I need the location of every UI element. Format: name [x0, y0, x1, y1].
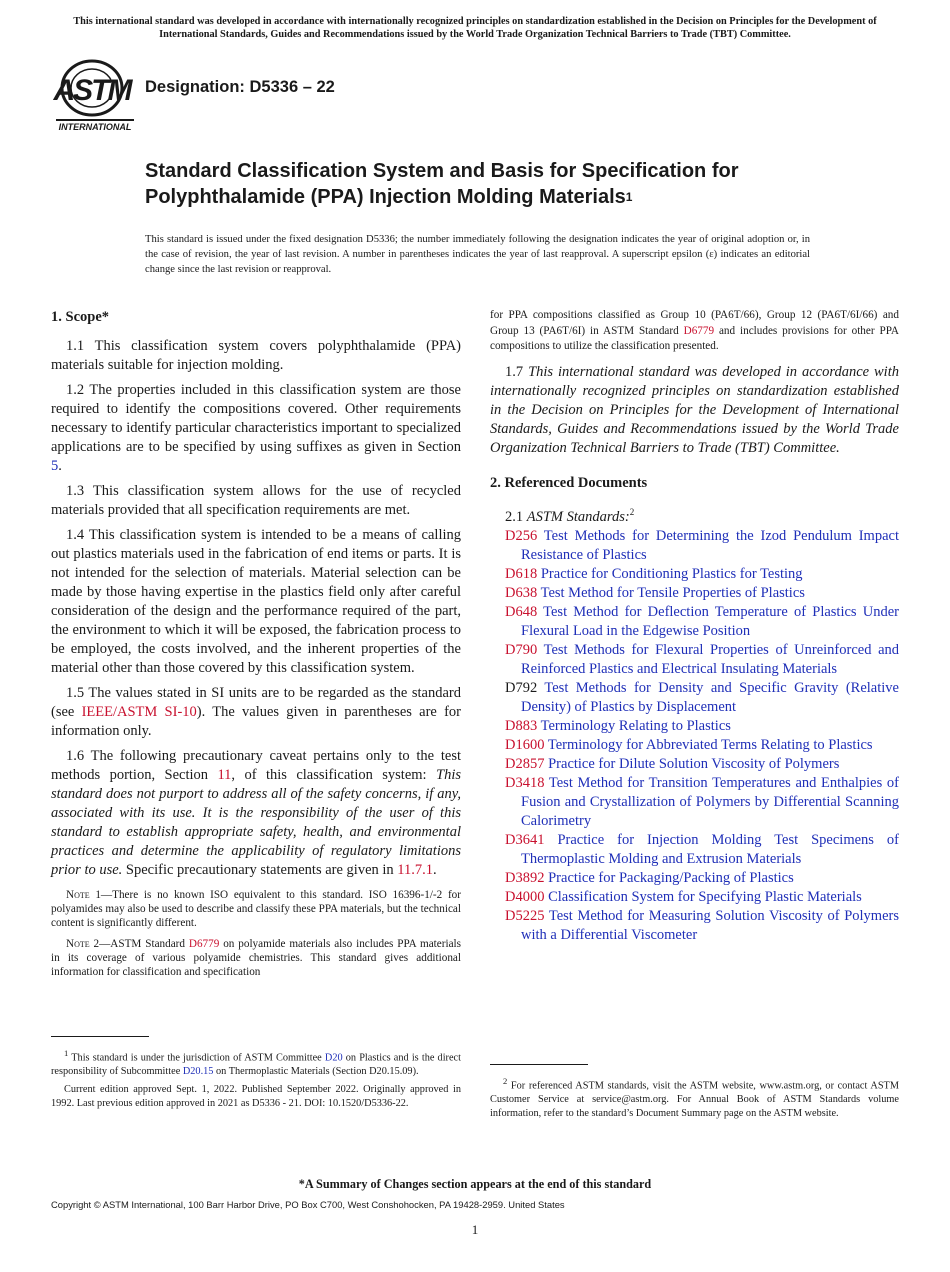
- logo-letters: ASTM: [53, 74, 131, 107]
- astm-standards-subheading: 2.1 ASTM Standards:$^2$: [505, 506, 635, 525]
- section-5-link[interactable]: 5: [51, 458, 59, 474]
- reference-code[interactable]: D5225: [505, 907, 545, 924]
- para-1-5: 1.5 The values stated in SI units are to be regarded as the standard (see IEEE/ASTM SI-10). The values given in parentheses are for information only.: [51, 685, 462, 739]
- reference-code[interactable]: D618: [505, 565, 538, 582]
- page-number: 1: [471, 1222, 479, 1237]
- reference-code[interactable]: D3641: [505, 831, 545, 848]
- reference-title[interactable]: Classification System for Specifying Plastic Materials: [548, 888, 862, 905]
- copyright: Copyright © ASTM International, 100 Barr Harbor Drive, PO Box C700, West Conshohocken, PA 19428-2959. United States: [51, 1199, 565, 1210]
- reference-item[interactable]: [490, 755, 899, 774]
- title-line-1: Standard Classification System and Basis for Specification for: [145, 160, 739, 182]
- reference-code[interactable]: D3892: [505, 869, 545, 886]
- d20-15-link[interactable]: D20.15: [182, 1066, 214, 1078]
- title-line-2: [145, 184, 865, 212]
- footnote-rule-2: [490, 1064, 588, 1065]
- reference-code[interactable]: D256: [505, 527, 538, 544]
- para-1-1: 1.1 This classification system covers polyphthalamide (PPA) materials suitable for injection molding.: [51, 338, 461, 373]
- d6779-link-2[interactable]: D6779: [683, 324, 715, 337]
- reference-title[interactable]: Test Method for Measuring Solution Viscosity of Polymers with a Differential Viscometer: [521, 907, 899, 943]
- reference-code[interactable]: D883: [505, 717, 538, 734]
- reference-code[interactable]: D648: [505, 603, 538, 620]
- reference-title[interactable]: Practice for Dilute Solution Viscosity of Polymers: [548, 755, 840, 772]
- reference-code[interactable]: D1600: [505, 736, 545, 753]
- reference-item[interactable]: [490, 888, 899, 907]
- left-column: [51, 308, 461, 985]
- title-footnote-mark: 1: [625, 190, 633, 204]
- reference-item[interactable]: [490, 831, 899, 869]
- reference-title[interactable]: Terminology for Abbreviated Terms Relating to Plastics: [547, 736, 873, 753]
- reference-item[interactable]: [490, 774, 899, 831]
- reference-title[interactable]: Test Methods for Flexural Properties of Unreinforced and Reinforced Plastics and Electrical Insulating Materials: [521, 641, 900, 677]
- reference-title[interactable]: Test Method for Transition Temperatures and Enthalpies of Fusion and Crystallization of Polymers by Differential Scanning Calorimetry: [521, 774, 899, 829]
- document-title: [145, 158, 865, 212]
- section-11-7-1-link[interactable]: 11.7.1: [397, 862, 434, 878]
- reference-code[interactable]: D638: [505, 584, 538, 601]
- footnotes-left: [51, 1036, 461, 1115]
- footnote-1: $^1$ This standard is under the jurisdiction of ASTM Committee D20 on Plastics and is the direct responsibility of Subcommittee D20.15 on Thermoplastic Materials (Section D20.15.09).: [51, 1048, 461, 1078]
- footnote-1-edition: Current edition approved Sept. 1, 2022. Published September 2022. Originally approved in 1992. Last previous edition approved in 2021 as D5336 - 21. DOI: 10.1520/D5336-22.: [51, 1084, 461, 1109]
- designation: Designation: D5336 – 22: [145, 78, 335, 96]
- para-1-7: 1.7 This international standard was developed in accordance with internationally recognized principles on standardization established in the Decision on Principles for the Development of International Standards, Guides and Recommendations issued by the World Trade Organization Technical Barriers to Trade (TBT) Committee.: [490, 363, 899, 456]
- notes: [51, 888, 461, 979]
- para-1-2: 1.2 The properties included in this classification system are those required to identify the compositions covered. Other requirements necessary to identify particular characteristics important to specialized applications are to be specified by using suffixes as given in Section 5.: [51, 382, 461, 474]
- reference-code[interactable]: D3418: [505, 774, 545, 791]
- para-1-3: 1.3 This classification system allows for the use of recycled materials provided that all specification requirements are met.: [51, 483, 461, 518]
- reference-code[interactable]: D2857: [505, 755, 545, 772]
- top-notice: This international standard was developed in accordance with internationally recognized principles on standardization established in the Decision on Principles for the Development of International Standards, Guides and Recommendations issued by the World Trade Organization Technical Barriers to Trade (TBT) Committee.: [73, 16, 877, 40]
- reference-title[interactable]: Test Methods for Determining the Izod Pendulum Impact Resistance of Plastics: [521, 527, 899, 563]
- references-heading: 2. Referenced Documents: [490, 474, 648, 491]
- scope-heading: 1. Scope*: [51, 309, 109, 325]
- title-line-2-text: Polyphthalamide (PPA) Injection Molding Materials: [145, 186, 626, 208]
- note-2: Note 2—ASTM Standard D6779 on polyamide materials also includes PPA materials in its coverage of various polyamide chemistries. This standard gives additional information for classification and specification: [51, 937, 461, 979]
- reference-title[interactable]: Terminology Relating to Plastics: [540, 717, 731, 734]
- logo-subtext: INTERNATIONAL: [58, 122, 132, 132]
- summary-of-changes-note: *A Summary of Changes section appears at the end of this standard: [298, 1177, 652, 1191]
- right-column: [490, 308, 899, 945]
- reference-title[interactable]: Test Methods for Density and Specific Gravity (Relative Density) of Plastics by Displacement: [521, 679, 899, 715]
- astm-logo: [52, 58, 136, 134]
- reference-item[interactable]: [490, 527, 899, 565]
- footnote-rule: [51, 1036, 149, 1037]
- para-1-6: 1.6 The following precautionary caveat pertains only to the test methods portion, Section 11, of this classification system: This standard does not purport to address all of the safety concerns, if any, associated with its use. It is the responsibility of the user of this standard to establish appropriate safety, health, and environmental practices and determine the applicability of regulatory limitations prior to use. Specific precautionary statements are given in 11.7.1.: [51, 748, 462, 878]
- d20-link[interactable]: D20: [324, 1052, 343, 1064]
- ieee-si10-link[interactable]: IEEE/ASTM SI-10: [81, 704, 197, 720]
- reference-title[interactable]: Test Method for Tensile Properties of Plastics: [540, 584, 805, 601]
- footnotes-right: [490, 1064, 899, 1125]
- reference-title[interactable]: Test Method for Deflection Temperature of Plastics Under Flexural Load in the Edgewise Position: [521, 603, 899, 639]
- footnote-2: $^2$ For referenced ASTM standards, visit the ASTM website, www.astm.org, or contact ASTM Customer Service at service@astm.org. For Annual Book of ASTM Standards volume information, refer to the standard’s Document Summary page on the ASTM website.: [490, 1076, 899, 1120]
- reference-item[interactable]: [490, 717, 899, 736]
- references-list: [490, 527, 899, 945]
- reference-code[interactable]: D790: [505, 641, 538, 658]
- reference-title[interactable]: Practice for Conditioning Plastics for Testing: [540, 565, 803, 582]
- reference-item[interactable]: [490, 641, 899, 679]
- reference-code[interactable]: D792: [505, 679, 538, 696]
- section-11-link[interactable]: 11: [217, 767, 232, 783]
- reference-item[interactable]: [490, 679, 899, 717]
- reference-item[interactable]: [490, 736, 899, 755]
- note-2-continued: for PPA compositions classified as Group 10 (PA6T/66), Group 12 (PA6T/6I/66) and Group 13 (PA6T/6I) in ASTM Standard D6779 and includes provisions for other PPA compositions to utilize the classification presented.: [490, 309, 899, 353]
- reference-item[interactable]: [490, 584, 899, 603]
- astm-logo-icon: [52, 58, 136, 134]
- note-1: Note 1—There is no known ISO equivalent to this standard. ISO 16396-1/-2 for polyamides may also be used to describe and classify these PPA materials, but the technical content is significantly different.: [51, 889, 461, 930]
- reference-title[interactable]: Practice for Packaging/Packing of Plastics: [548, 869, 794, 886]
- reference-item[interactable]: [490, 869, 899, 888]
- para-1-4: 1.4 This classification system is intended to be a means of calling out plastics materials used in the fabrication of end items or parts. It is not intended for the selection of materials. Material selection can be made by those having expertise in the plastics field only after careful consideration of the design and the performance required of the part, the environment to which it will be exposed, the fabrication process to be employed, the costs involved, and the inherent properties of the material other than those covered by this classification system.: [51, 527, 461, 676]
- d6779-link[interactable]: D6779: [188, 937, 220, 950]
- reference-code[interactable]: D4000: [505, 888, 545, 905]
- issue-note: This standard is issued under the fixed designation D5336; the number immediately following the designation indicates the year of original adoption or, in the case of revision, the year of last revision. A number in parentheses indicates the year of last reapproval. A superscript epsilon (ε) indicates an editorial change since the last revision or reapproval.: [145, 234, 810, 275]
- reference-item[interactable]: [490, 603, 899, 641]
- reference-title[interactable]: Practice for Injection Molding Test Specimens of Thermoplastic Molding and Extrusion Materials: [521, 831, 899, 867]
- reference-item[interactable]: [490, 565, 899, 584]
- reference-item[interactable]: [490, 907, 899, 945]
